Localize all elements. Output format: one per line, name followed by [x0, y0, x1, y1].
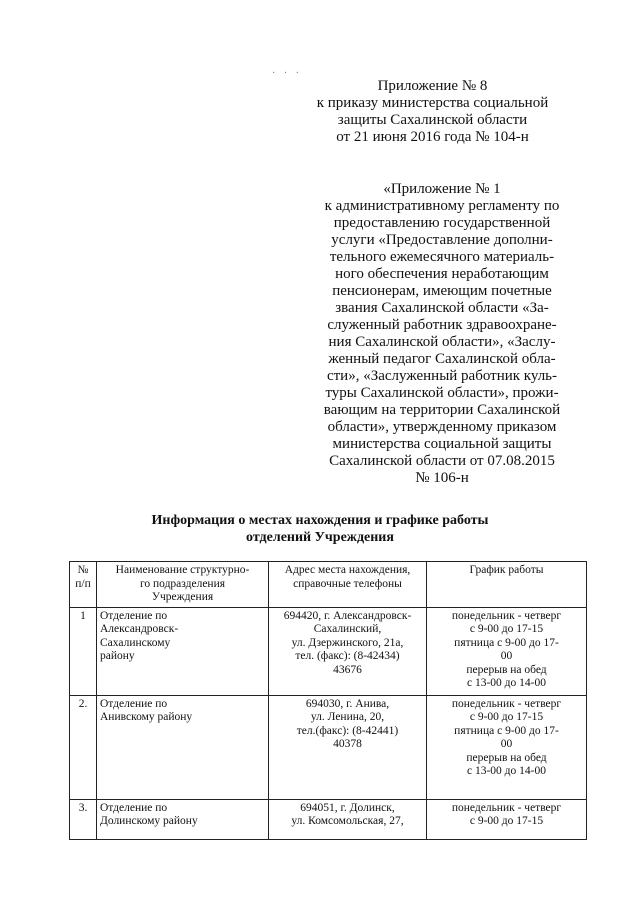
title-line: Информация о местах нахождения и графике работы [151, 513, 489, 528]
appendix-1-line: Сахалинской области от 07.08.2015 [329, 453, 555, 469]
row-name: Отделение по Анивскому району [97, 695, 269, 799]
appendix-1-line: министерства социальной защиты [332, 436, 552, 452]
appendix-8-line: Приложение № 8 [377, 78, 488, 94]
row-address: 694420, г. Александровск- Сахалинский, ул. Дзержинского, 21а, тел. (факс): (8-42434) 43676 [269, 607, 427, 695]
table-row [70, 799, 587, 839]
appendix-1-line: ния Сахалинской области», «Заслу- [328, 334, 556, 350]
appendix-1-line: звания Сахалинской области «За- [335, 300, 549, 316]
appendix-1-line: женный педагог Сахалинской обла- [328, 351, 556, 367]
appendix-1-line: служенный работник здравоохране- [327, 317, 557, 333]
appendix-1-line: туры Сахалинской области», прожи- [325, 385, 559, 401]
scan-specks: · · · [272, 68, 302, 79]
appendix-1-line: предоставлению государственной [333, 215, 551, 231]
row-name: Отделение по Долинскому району [97, 799, 269, 839]
row-num: 3. [70, 799, 97, 839]
appendix-1-line: № 106-н [415, 470, 469, 486]
appendix-1-line: услуги «Предоставление дополни- [331, 232, 553, 248]
row-schedule: понедельник - четверг с 9-00 до 17-15 [427, 799, 587, 839]
row-schedule: понедельник - четверг с 9-00 до 17-15 пятница с 9-00 до 17- 00 перерыв на обед с 13-00 до 14-00 [427, 607, 587, 695]
row-address: 694051, г. Долинск, ул. Комсомольская, 27, [269, 799, 427, 839]
header-schedule: График работы [427, 562, 587, 608]
appendix-1-line: к административному регламенту по [324, 198, 560, 214]
table-header-row [70, 562, 587, 608]
appendix-8-line: от 21 июня 2016 года № 104-н [336, 129, 529, 145]
table-row [70, 695, 587, 799]
appendix-1-line: области», утвержденному приказом [327, 419, 557, 435]
header-name: Наименование структурно- го подразделения Учреждения [97, 562, 269, 608]
row-num: 1 [70, 607, 97, 695]
row-schedule: понедельник - четверг с 9-00 до 17-15 пятница с 9-00 до 17- 00 перерыв на обед с 13-00 до 14-00 [427, 695, 587, 799]
row-num: 2. [70, 695, 97, 799]
title-line: отделений Учреждения [246, 530, 394, 545]
header-num: № п/п [70, 562, 97, 608]
appendix-1-line: вающим на территории Сахалинской [323, 402, 561, 418]
row-address: 694030, г. Анива, ул. Ленина, 20, тел.(факс): (8-42441) 40378 [269, 695, 427, 799]
table-row [70, 607, 587, 695]
appendix-8-line: защиты Сахалинской области [337, 112, 528, 128]
appendix-1-line: пенсионерам, имеющим почетные [332, 283, 552, 299]
appendix-1-line: сти», «Заслуженный работник куль- [326, 368, 558, 384]
appendix-1-line: тельного ежемесячного материаль- [329, 249, 555, 265]
header-address: Адрес места нахождения, справочные телефоны [269, 562, 427, 608]
appendix-1-line: «Приложение № 1 [383, 181, 501, 197]
branches-table [69, 561, 587, 840]
row-name: Отделение по Александровск- Сахалинскому району [97, 607, 269, 695]
appendix-8-line: к приказу министерства социальной [316, 95, 549, 111]
appendix-1-line: ного обеспечения неработающим [335, 266, 549, 282]
